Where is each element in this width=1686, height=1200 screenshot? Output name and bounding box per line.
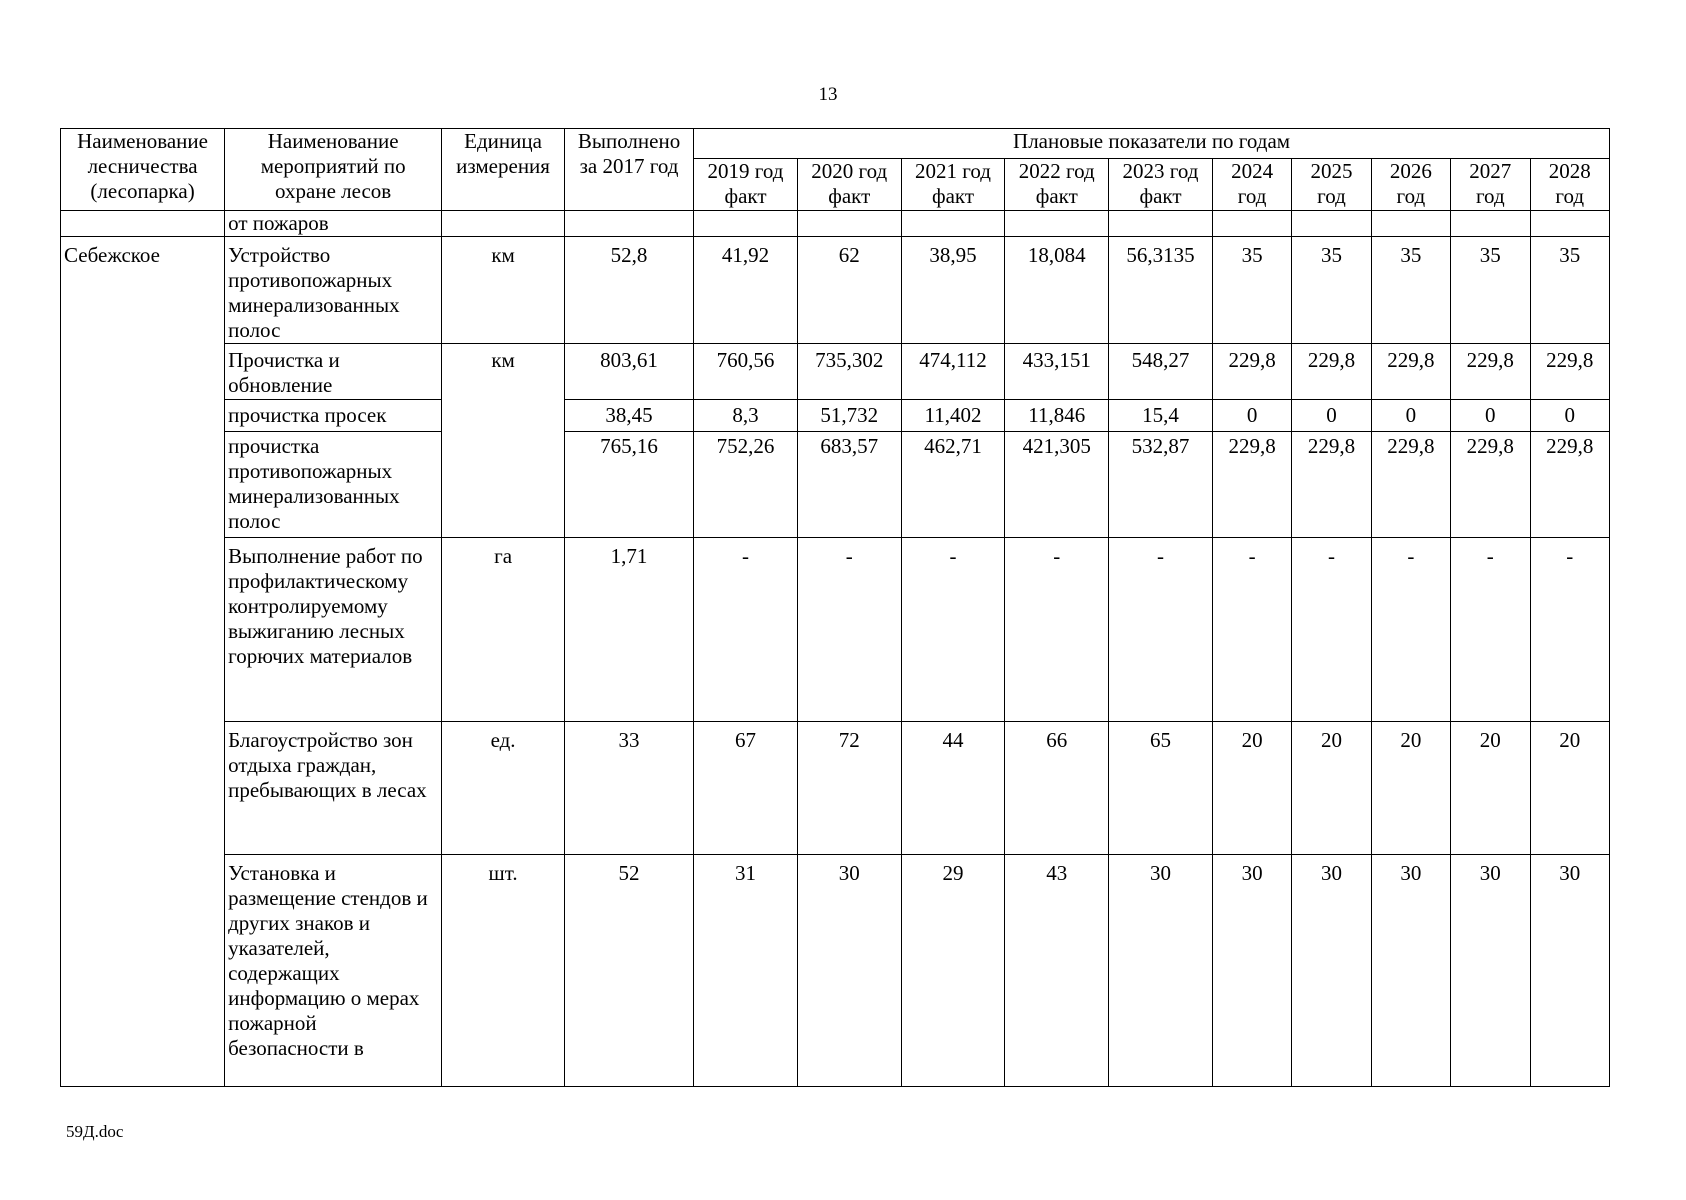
value-cell: 11,402 xyxy=(901,400,1005,432)
value-cell: 66 xyxy=(1005,722,1109,855)
value-cell: 735,302 xyxy=(797,344,901,400)
value-cell: 44 xyxy=(901,722,1005,855)
value-cell: 20 xyxy=(1451,722,1530,855)
header-year: 2020 год факт xyxy=(797,159,901,211)
value-cell: 43 xyxy=(1005,855,1109,1087)
value-cell: - xyxy=(1212,538,1291,722)
done-cell: 33 xyxy=(564,722,693,855)
value-cell: 30 xyxy=(1530,855,1610,1087)
value-cell: 15,4 xyxy=(1109,400,1213,432)
value-cell: 229,8 xyxy=(1212,344,1291,400)
header-year: 2025 год xyxy=(1292,159,1371,211)
unit-cell: км xyxy=(442,344,565,538)
value-cell: 20 xyxy=(1292,722,1371,855)
value-cell: 229,8 xyxy=(1530,344,1610,400)
header-year: 2026 год xyxy=(1371,159,1450,211)
header-year: 2019 год факт xyxy=(694,159,798,211)
value-cell: 760,56 xyxy=(694,344,798,400)
activity-cell: прочистка просек xyxy=(225,400,442,432)
value-cell: 229,8 xyxy=(1212,432,1291,538)
value-cell: 0 xyxy=(1371,400,1450,432)
value-cell: 35 xyxy=(1212,237,1291,344)
value-cell: 35 xyxy=(1292,237,1371,344)
value-cell: 30 xyxy=(1371,855,1450,1087)
activity-cell: Установка и размещение стендов и других знаков и указателей, содержащих информацию о мерах пожарной безопасности в xyxy=(225,855,442,1087)
value-cell: 35 xyxy=(1371,237,1450,344)
value-cell: - xyxy=(694,538,798,722)
header-year: 2021 год факт xyxy=(901,159,1005,211)
value-cell: 31 xyxy=(694,855,798,1087)
value-cell: 433,151 xyxy=(1005,344,1109,400)
value-cell: 20 xyxy=(1212,722,1291,855)
value-cell: 30 xyxy=(1451,855,1530,1087)
value-cell: 0 xyxy=(1530,400,1610,432)
value-cell: 0 xyxy=(1451,400,1530,432)
value-cell: 30 xyxy=(797,855,901,1087)
done-cell: 52 xyxy=(564,855,693,1087)
value-cell: 8,3 xyxy=(694,400,798,432)
done-cell: 803,61 xyxy=(564,344,693,400)
table-row xyxy=(61,722,1610,855)
table-row xyxy=(61,538,1610,722)
value-cell: 20 xyxy=(1371,722,1450,855)
value-cell: 0 xyxy=(1212,400,1291,432)
value-cell: 29 xyxy=(901,855,1005,1087)
value-cell: 229,8 xyxy=(1292,432,1371,538)
header-plan-group: Плановые показатели по годам xyxy=(694,129,1610,159)
done-cell: 1,71 xyxy=(564,538,693,722)
value-cell: 65 xyxy=(1109,722,1213,855)
activity-cell: Выполнение работ по профилактическому контролируемому выжиганию лесных горючих материалов xyxy=(225,538,442,722)
header-year: 2022 год факт xyxy=(1005,159,1109,211)
value-cell: - xyxy=(1005,538,1109,722)
value-cell: 51,732 xyxy=(797,400,901,432)
table-row xyxy=(61,400,1610,432)
header-done-2017: Выполнено за 2017 год xyxy=(564,129,693,211)
value-cell: 229,8 xyxy=(1292,344,1371,400)
unit-cell: га xyxy=(442,538,565,722)
value-cell: 56,3135 xyxy=(1109,237,1213,344)
header-year: 2024 год xyxy=(1212,159,1291,211)
value-cell: 30 xyxy=(1292,855,1371,1087)
header-unit: Единица измерения xyxy=(442,129,565,211)
value-cell: 30 xyxy=(1109,855,1213,1087)
value-cell: 41,92 xyxy=(694,237,798,344)
value-cell: - xyxy=(1530,538,1610,722)
value-cell: - xyxy=(1371,538,1450,722)
activity-cell: от пожаров xyxy=(225,211,442,237)
value-cell: - xyxy=(797,538,901,722)
table-row xyxy=(61,432,1610,538)
value-cell: - xyxy=(1109,538,1213,722)
value-cell: 683,57 xyxy=(797,432,901,538)
value-cell: - xyxy=(1451,538,1530,722)
activity-cell: прочистка противопожарных минерализованных полос xyxy=(225,432,442,538)
forest-protection-table xyxy=(60,128,1610,1087)
page-number: 13 xyxy=(818,84,838,105)
value-cell: 0 xyxy=(1292,400,1371,432)
value-cell: 229,8 xyxy=(1451,344,1530,400)
value-cell: 229,8 xyxy=(1530,432,1610,538)
done-cell: 765,16 xyxy=(564,432,693,538)
unit-cell: км xyxy=(442,237,565,344)
activity-cell: Благоустройство зон отдыха граждан, пребывающих в лесах xyxy=(225,722,442,855)
value-cell: 229,8 xyxy=(1371,344,1450,400)
value-cell: 62 xyxy=(797,237,901,344)
value-cell: 30 xyxy=(1212,855,1291,1087)
unit-cell: шт. xyxy=(442,855,565,1087)
value-cell: 532,87 xyxy=(1109,432,1213,538)
value-cell: 548,27 xyxy=(1109,344,1213,400)
done-cell: 52,8 xyxy=(564,237,693,344)
value-cell: - xyxy=(1292,538,1371,722)
value-cell: 18,084 xyxy=(1005,237,1109,344)
value-cell: 72 xyxy=(797,722,901,855)
value-cell: - xyxy=(901,538,1005,722)
table-row xyxy=(61,344,1610,400)
unit-cell: ед. xyxy=(442,722,565,855)
value-cell: 35 xyxy=(1451,237,1530,344)
activity-cell: Устройство противопожарных минерализованных полос xyxy=(225,237,442,344)
value-cell: 421,305 xyxy=(1005,432,1109,538)
value-cell: 11,846 xyxy=(1005,400,1109,432)
table-row xyxy=(61,237,1610,344)
value-cell: 229,8 xyxy=(1371,432,1450,538)
header-year: 2028 год xyxy=(1530,159,1610,211)
value-cell: 474,112 xyxy=(901,344,1005,400)
value-cell: 35 xyxy=(1530,237,1610,344)
header-activity: Наименование мероприятий по охране лесов xyxy=(225,129,442,211)
value-cell: 38,95 xyxy=(901,237,1005,344)
value-cell: 229,8 xyxy=(1451,432,1530,538)
table-row xyxy=(61,855,1610,1087)
done-cell: 38,45 xyxy=(564,400,693,432)
header-year: 2027 год xyxy=(1451,159,1530,211)
value-cell: 20 xyxy=(1530,722,1610,855)
activity-cell: Прочистка и обновление xyxy=(225,344,442,400)
forestry-name-cell: Себежское xyxy=(61,237,225,1087)
header-forestry: Наименование лесничества (лесопарка) xyxy=(61,129,225,211)
footer-filename: 59Д.doc xyxy=(66,1122,124,1141)
continuation-row xyxy=(61,211,1610,237)
value-cell: 67 xyxy=(694,722,798,855)
header-year: 2023 год факт xyxy=(1109,159,1213,211)
value-cell: 752,26 xyxy=(694,432,798,538)
value-cell: 462,71 xyxy=(901,432,1005,538)
